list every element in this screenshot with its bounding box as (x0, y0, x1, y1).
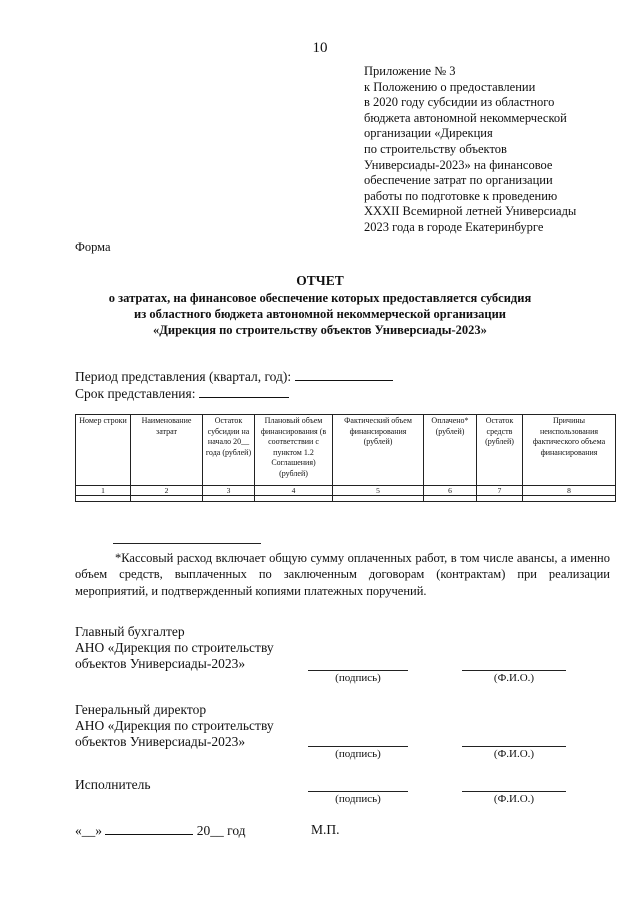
appendix-line: Приложение № 3 (364, 64, 456, 78)
footnote-divider (113, 543, 261, 544)
page-number: 10 (312, 40, 328, 56)
header-cell: Плановый объем финансирования (в соответствии с пунктом 1.2 Соглашения) (рублей) (255, 415, 333, 486)
header-cell: Номер строки (76, 415, 131, 486)
appendix-line: бюджета автономной некоммерческой (364, 110, 567, 125)
deadline-label: Срок представления: (75, 386, 196, 401)
column-number: 6 (424, 486, 477, 496)
appendix-line: Универсиады-2023» на финансовое (364, 157, 553, 172)
stamp-place: М.П. (311, 822, 340, 837)
column-number: 2 (131, 486, 203, 496)
footnote: *Кассовый расход включает общую сумму оплаченных работ, в том числе авансы, а именно объем средств, выплаченных по заключенным договорам (контрактам) при реализации мероприятий, и подтвержденный копиями платежных поручений. (75, 551, 610, 598)
signature-caption: (подпись) (335, 672, 381, 684)
name-field (462, 746, 566, 747)
signature-general-director (75, 702, 274, 750)
report-title: ОТЧЕТ (296, 273, 344, 288)
appendix-line: в 2020 году субсидии из областного (364, 95, 555, 110)
signature-line-text: Исполнитель (75, 777, 151, 792)
report-subtitle (0, 290, 640, 338)
appendix-line: 2023 года в городе Екатеринбурге (364, 219, 544, 234)
period-label: Период представления (квартал, год): (75, 369, 292, 384)
period-field (295, 368, 393, 381)
header-cell: Остаток субсидии на начало 20__ года (рублей) (203, 415, 255, 486)
name-caption: (Ф.И.О.) (493, 748, 535, 760)
signature-executor (75, 777, 151, 793)
date-line (75, 822, 246, 839)
signature-line-text: Главный бухгалтер (75, 624, 185, 639)
form-label: Форма (75, 240, 111, 254)
header-cell: Фактический объем финансирования (рублей) (333, 415, 424, 486)
period-block (75, 368, 393, 402)
date-year: 20__ год (196, 823, 246, 838)
signature-chief-accountant (75, 624, 274, 672)
appendix-line: к Положению о предоставлении (364, 79, 536, 94)
name-caption: (Ф.И.О.) (493, 672, 535, 684)
column-number: 1 (76, 486, 131, 496)
header-cell: Остаток средств (рублей) (477, 415, 523, 486)
signature-caption: (подпись) (335, 793, 381, 805)
name-caption: (Ф.И.О.) (493, 793, 535, 805)
name-field (462, 670, 566, 671)
column-number: 4 (255, 486, 333, 496)
table-empty-row (76, 496, 616, 502)
header-cell: Оплачено* (рублей) (424, 415, 477, 486)
appendix-line: XXXII Всемирной летней Универсиады (364, 204, 577, 219)
appendix-line: по строительству объектов (364, 141, 507, 156)
appendix-header (364, 64, 624, 236)
signature-line-text: объектов Универсиады-2023» (75, 734, 246, 749)
date-month-field (105, 822, 193, 835)
deadline-field (199, 385, 289, 398)
signature-line-text: АНО «Дирекция по строительству (75, 718, 274, 733)
column-number: 5 (333, 486, 424, 496)
subtitle-line: из областного бюджета автономной некоммерческой организации (134, 307, 506, 321)
date-day: «__» (75, 823, 102, 838)
signature-line-text: объектов Универсиады-2023» (75, 656, 246, 671)
subtitle-line: «Дирекция по строительству объектов Универсиады-2023» (153, 323, 487, 337)
signature-field (308, 670, 408, 671)
table-header-row (76, 415, 616, 486)
appendix-line: работы по подготовке к проведению (364, 188, 558, 203)
signature-field (308, 746, 408, 747)
column-number: 7 (477, 486, 523, 496)
appendix-line: организации «Дирекция (364, 126, 493, 141)
signature-caption: (подпись) (335, 748, 381, 760)
appendix-line: обеспечение затрат по организации (364, 173, 553, 188)
signature-field (308, 791, 408, 792)
signature-line-text: АНО «Дирекция по строительству (75, 640, 274, 655)
cost-report-table (75, 414, 616, 502)
header-cell: Причины неиспользования фактического объема финансирования (523, 415, 616, 486)
column-number-row (76, 486, 616, 496)
column-number: 3 (203, 486, 255, 496)
subtitle-line: о затратах, на финансовое обеспечение которых предоставляется субсидия (108, 291, 532, 305)
header-cell: Наименование затрат (131, 415, 203, 486)
signature-line-text: Генеральный директор (75, 702, 207, 717)
column-number: 8 (523, 486, 616, 496)
name-field (462, 791, 566, 792)
